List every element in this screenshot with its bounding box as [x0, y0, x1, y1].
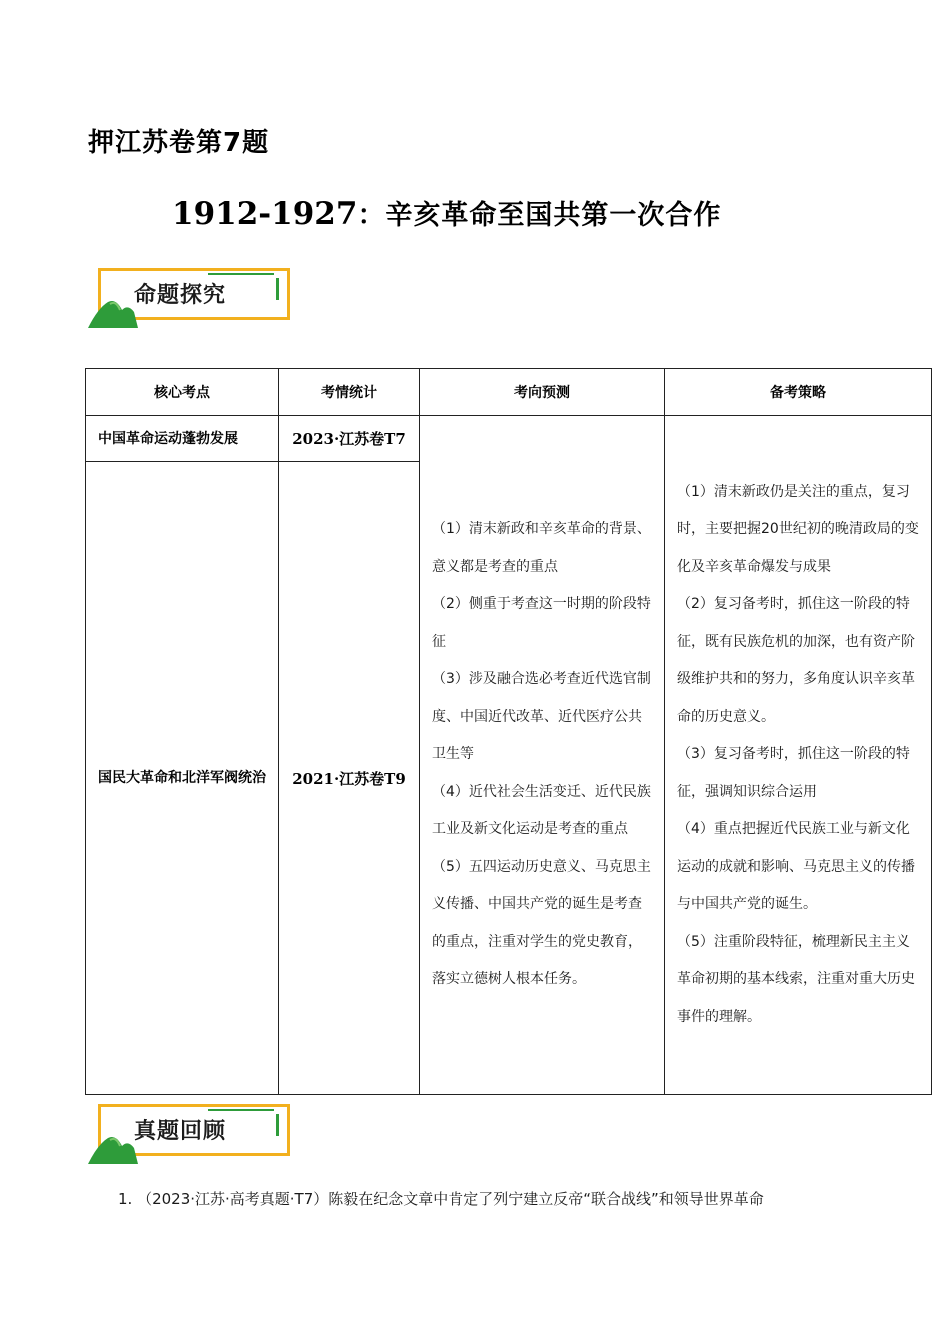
strategy-item: （5）注重阶段特征，梳理新民主主义革命初期的基本线索，注重对重大历史事件的理解。 [677, 933, 915, 1025]
header-statistics: 考情统计 [279, 369, 420, 416]
section-banner-review [88, 1100, 308, 1172]
forecast-item: （3）涉及融合选必考查近代选官制度、中国近代改革、近代医疗公共卫生等 [432, 671, 651, 763]
doc-title [172, 193, 721, 232]
strategy-item: （1）清末新政仍是关注的重点，复习时，主要把握20世纪初的晚清政局的变化及辛亥革命爆发与成果 [677, 483, 919, 575]
forecast-item: （1）清末新政和辛亥革命的背景、意义都是考查的重点 [432, 521, 651, 575]
header-forecast: 考向预测 [420, 369, 665, 416]
banner-accent-tick [276, 1114, 279, 1136]
exam-plan-table [85, 368, 932, 1095]
forecast-cell [420, 416, 665, 1095]
strategy-item: （3）复习备考时，抓住这一阶段的特征，强调知识综合运用 [677, 746, 910, 800]
section-label: 命题探究 [134, 283, 227, 308]
statistics-cell: 2023·江苏卷T7 [279, 416, 420, 462]
banner-accent-line [208, 273, 274, 275]
core-point-cell: 中国革命运动蓬勃发展 [86, 416, 279, 462]
core-point-cell: 国民大革命和北洋军阀统治 [86, 462, 279, 1095]
title-text: ：辛亥革命至国共第一次合作 [357, 200, 722, 231]
header-strategy: 备考策略 [665, 369, 932, 416]
strategy-item: （4）重点把握近代民族工业与新文化运动的成就和影响、马克思主义的传播与中国共产党的诞生。 [677, 821, 915, 913]
section-banner-exploration [88, 264, 308, 336]
forecast-item: （4）近代社会生活变迁、近代民族工业及新文化运动是考查的重点 [432, 783, 651, 838]
question-1: 1. （2023·江苏·高考真题·T7）陈毅在纪念文章中肯定了列宁建立反帝“联合战线”和领导世界革命 [118, 1190, 764, 1208]
banner-accent-line [208, 1109, 274, 1111]
strategy-item: （2）复习备考时，抓住这一阶段的特征，既有民族危机的加深，也有资产阶级维护共和的努力，多角度认识辛亥革命的历史意义。 [677, 596, 915, 725]
title-years: 1912-1927 [172, 196, 358, 232]
strategy-cell [665, 416, 932, 1095]
forecast-item: （5）五四运动历史意义、马克思主义传播、中国共产党的诞生是考查的重点，注重对学生的党史教育，落实立德树人根本任务。 [432, 858, 651, 988]
section-label: 真题回顾 [134, 1119, 227, 1144]
doc-kicker: 押江苏卷第7题 [88, 128, 270, 158]
banner-accent-tick [276, 278, 279, 300]
forecast-item: （2）侧重于考查这一时期的阶段特征 [432, 596, 651, 650]
statistics-cell: 2021·江苏卷T9 [279, 462, 420, 1095]
header-core-point: 核心考点 [86, 369, 279, 416]
